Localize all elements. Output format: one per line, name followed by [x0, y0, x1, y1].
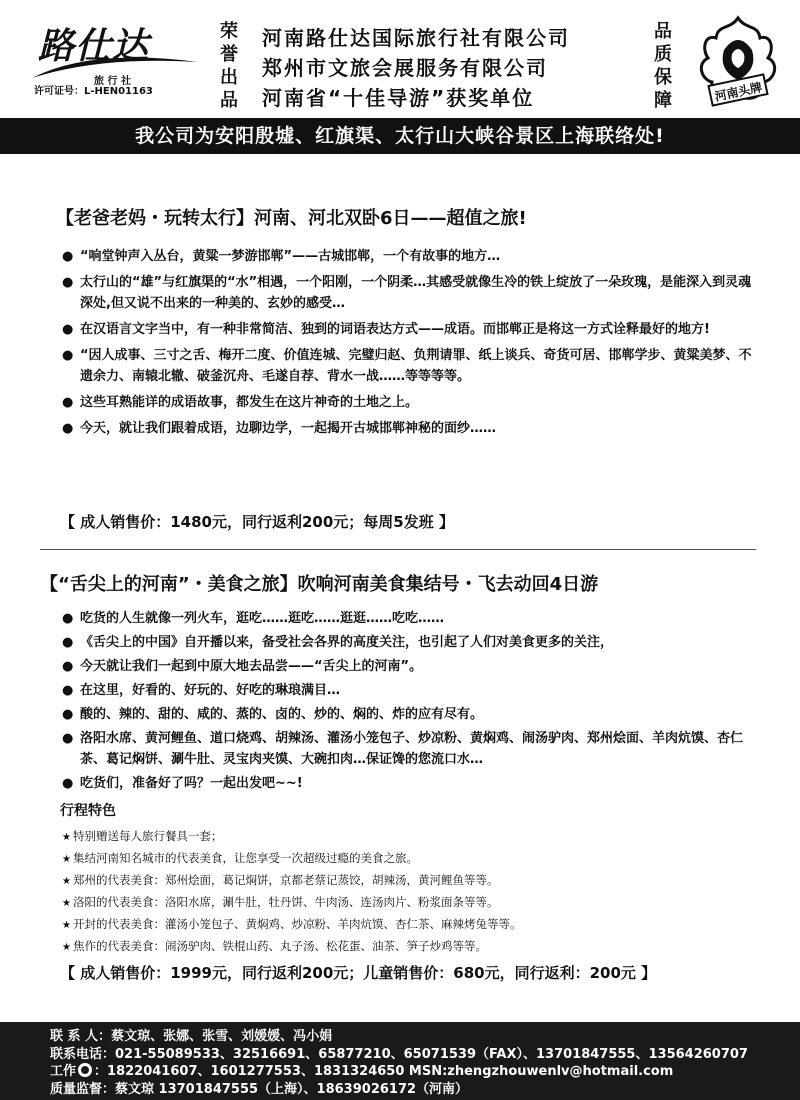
company-name-2: 郑州市文旅会展服务有限公司 — [262, 56, 548, 80]
section2-bullets — [62, 608, 762, 797]
section2-price: 【 成人销售价：1999元，同行返利200元；儿童销售价：680元，同行返利：200元 】 — [60, 964, 657, 982]
star-icon: ★ — [62, 876, 71, 887]
quality-label: 质量监督： — [50, 1081, 116, 1097]
features-list — [62, 826, 762, 958]
list-item: ● 今天，就让我们跟着成语，边聊边学，一起揭开古城邯郸神秘的面纱…… — [62, 418, 762, 439]
company-name-3: 河南省“十佳导游”获奖单位 — [262, 86, 535, 110]
star-icon: ★ — [62, 898, 71, 909]
list-item: ● 《舌尖上的中国》自开播以来，备受社会各界的高度关注，也引起了人们对美食更多的关注， — [62, 632, 762, 653]
list-item: ● 洛阳水席、黄河鲤鱼、道口烧鸡、胡辣汤、灌汤小笼包子、炒凉粉、黄焖鸡、闹汤驴肉、郑州烩面、羊肉炕馍、杏仁茶、葛记焖饼、涮牛肚、灵宝肉夹馍、大碗扣肉…保证馋的您流口水… — [62, 728, 762, 770]
bullet-icon: ● — [62, 776, 74, 791]
qq-penguin-icon — [78, 1063, 92, 1077]
company-name-1: 河南路仕达国际旅行社有限公司 — [262, 26, 570, 50]
bullet-icon: ● — [62, 707, 74, 722]
list-item: ● 今天就让我们一起到中原大地去品尝——“舌尖上的河南”。 — [62, 656, 762, 677]
logo-text: 路仕达 — [38, 26, 150, 67]
quality-vertical-text: 品 质 保 障 — [654, 21, 672, 111]
quality-row — [50, 1081, 800, 1099]
list-item: ★ 开封的代表美食：灌汤小笼包子、黄焖鸡、炒凉粉、羊肉炕馍、杏仁茶、麻辣烤兔等等。 — [62, 917, 522, 931]
bullet-icon: ● — [62, 275, 74, 290]
bullet-icon: ● — [62, 683, 74, 698]
bullet-icon: ● — [62, 249, 74, 264]
honor-vertical-text: 荣 誉 出 品 — [220, 21, 238, 111]
list-item: ● 这些耳熟能详的成语故事，都发生在这片神奇的土地之上。 — [62, 392, 762, 413]
phone-row — [50, 1046, 800, 1064]
contact-row — [50, 1028, 800, 1046]
list-item: ● 吃货们，准备好了吗？一起出发吧~~! — [62, 773, 762, 794]
list-item: ● 酸的、辣的、甜的、咸的、蒸的、卤的、炒的、焖的、炸的应有尽有。 — [62, 704, 762, 725]
bullet-icon: ● — [62, 731, 74, 746]
bullet-icon: ● — [62, 322, 74, 337]
bullet-icon: ● — [62, 635, 74, 650]
contact-names: 蔡文琼、张娜、张雪、刘媛媛、冯小娟 — [111, 1029, 333, 1044]
list-item: ● “因人成事、三寸之舌、梅开二度、价值连城、完璧归赵、负荆请罪、纸上谈兵、奇货可居、邯郸学步、黄粱美梦、不遗余力、南辕北辙、破釜沉舟、毛遂自荐、背水一战……等等等等。 — [62, 345, 762, 387]
star-icon: ★ — [62, 854, 71, 865]
bullet-icon: ● — [62, 659, 74, 674]
section-divider — [40, 549, 756, 550]
list-item: ★ 集结河南知名城市的代表美食，让您享受一次超级过瘾的美食之旅。 — [62, 851, 418, 865]
star-icon: ★ — [62, 832, 71, 843]
star-icon: ★ — [62, 942, 71, 953]
badge-text: 河南头牌 — [713, 80, 764, 104]
list-item: ★ 郑州的代表美食：郑州烩面，葛记焖饼，京都老蔡记蒸饺，胡辣汤，黄河鲤鱼等等。 — [62, 873, 499, 887]
features-heading: 行程特色 — [60, 803, 116, 819]
work-row: 工作 ：1822041607、1601277553、1831324650 MSN:zhengzhouwenlv@hotmail.com — [50, 1064, 674, 1079]
list-item: ★ 焦作的代表美食：闹汤驴肉、铁棍山药、丸子汤、松花蛋、油茶、笋子炒鸡等等。 — [62, 939, 487, 953]
list-item: ★ 洛阳的代表美食：洛阳水席，涮牛肚，牡丹饼、牛肉汤、连汤肉片、粉浆面条等等。 — [62, 895, 499, 909]
contact-label: 联 系 人： — [50, 1029, 112, 1044]
license-number: 许可证号：L-HEN01163 — [34, 86, 153, 97]
work-contacts: 1822041607、1601277553、1831324650 MSN:zhengzhouwenlv@hotmail.com — [107, 1064, 674, 1079]
banner: 我公司为安阳殷墟、红旗渠、太行山大峡谷景区上海联络处! — [0, 118, 800, 154]
phone-label: 联系电话： — [50, 1046, 116, 1062]
list-item: ● 太行山的“雄”与红旗渠的“水”相遇，一个阳刚，一个阴柔…其感受就像生冷的铁上绽放了一朵玫瑰，是能深入到灵魂深处,但又说不出来的一种美的、玄妙的感受… — [62, 272, 762, 314]
bullet-icon: ● — [62, 395, 74, 410]
section2-title: 【“舌尖上的河南”・美食之旅】吹响河南美食集结号・飞去动回4日游 — [40, 574, 599, 595]
work-label: 工作 — [50, 1064, 77, 1079]
header — [0, 0, 800, 118]
bullet-icon: ● — [62, 348, 74, 363]
footer-contact — [0, 1022, 800, 1100]
section1-price: 【 成人销售价：1480元，同行返利200元；每周5发班 】 — [60, 513, 454, 531]
quality-contact: 蔡文琼 13701847555（上海）、18639026172（河南） — [115, 1081, 469, 1097]
list-item: ★ 特别赠送每人旅行餐具一套； — [62, 829, 223, 843]
phone-numbers: 021-55089533、32516691、65877210、65071539（FAX）、13701847555、13564260707 — [115, 1046, 748, 1062]
star-icon: ★ — [62, 920, 71, 931]
section1-bullets — [62, 246, 762, 444]
list-item: ● “响堂钟声入丛台，黄粱一梦游邯郸”——古城邯郸，一个有故事的地方… — [62, 246, 762, 267]
logo-subtitle: 旅 行 社 — [94, 76, 131, 87]
flame-badge-icon — [688, 10, 788, 110]
list-item: ● 吃货的人生就像一列火车，逛吃……逛吃……逛逛……吃吃…… — [62, 608, 762, 629]
company-logo — [30, 12, 210, 112]
list-item: ● 在汉语言文字当中，有一种非常简洁、独到的词语表达方式——成语。而邯郸正是将这一方式诠释最好的地方! — [62, 319, 762, 340]
section1-title: 【老爸老妈・玩转太行】河南、河北双卧6日——超值之旅! — [56, 208, 527, 229]
bullet-icon: ● — [62, 421, 74, 436]
list-item: ● 在这里，好看的、好玩的、好吃的琳琅满目… — [62, 680, 762, 701]
bullet-icon: ● — [62, 611, 74, 626]
